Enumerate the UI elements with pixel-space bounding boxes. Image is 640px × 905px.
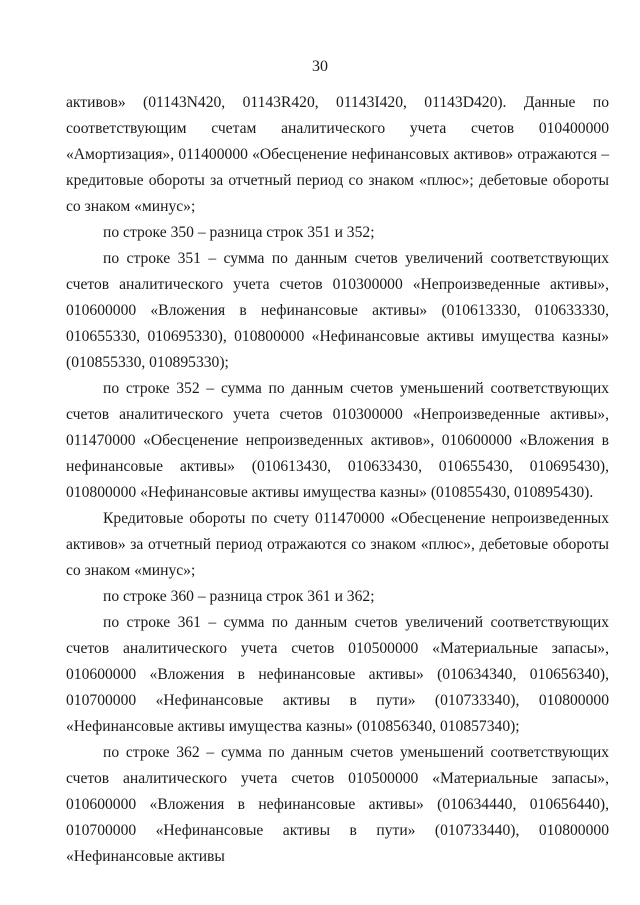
paragraph-1: активов» (01143N420, 01143R420, 01143I420, 01143D420). Данные по соответствующим счетам аналитического учета счетов 010400000 «Амортизация», 011400000 «Обесценение нефинансовых активов» отражаются – кредитовые обороты за отчетный период со знаком «плюс»; дебетовые обороты со знаком «минус»;	[66, 94, 609, 215]
paragraph-3: по строке 351 – сумма по данным счетов увеличений соответствующих счетов аналитического учета счетов 010300000 «Непроизведенные активы», 010600000 «Вложения в нефинансовые активы» (010613330, 010633330, 010655330, 010695330), 010800000 «Нефинансовые активы имущества казны» (010855330, 010895330);	[66, 250, 609, 371]
paragraph-6: по строке 360 – разница строк 361 и 362;	[103, 588, 375, 605]
paragraph-4: по строке 352 – сумма по данным счетов уменьшений соответствующих счетов аналитического учета счетов 010300000 «Непроизведенные активы», 011470000 «Обесценение непроизведенных активов», 010600000 «Вложения в нефинансовые активы» (010613430, 010633430, 010655430, 010695430), 010800000 «Нефинансовые активы имущества казны» (010855430, 010895430).	[66, 380, 609, 501]
paragraph-2: по строке 350 – разница строк 351 и 352;	[103, 224, 375, 241]
paragraph-7: по строке 361 – сумма по данным счетов увеличений соответствующих счетов аналитического учета счетов 010500000 «Материальные запасы», 010600000 «Вложения в нефинансовые активы» (010634340, 010656340), 010700000 «Нефинансовые активы в пути» (010733340), 010800000 «Нефинансовые активы имущества казны» (010856340, 010857340);	[66, 614, 609, 735]
document-body	[66, 90, 609, 870]
paragraph-5: Кредитовые обороты по счету 011470000 «Обесценение непроизведенных активов» за отчетный период отражаются со знаком «плюс», дебетовые обороты со знаком «минус»;	[66, 510, 609, 579]
page-number: 30	[312, 58, 328, 75]
paragraph-8: по строке 362 – сумма по данным счетов уменьшений соответствующих счетов аналитического учета счетов 010500000 «Материальные запасы», 010600000 «Вложения в нефинансовые активы» (010634440, 010656440), 010700000 «Нефинансовые активы в пути» (010733440), 010800000 «Нефинансовые активы	[66, 744, 609, 865]
